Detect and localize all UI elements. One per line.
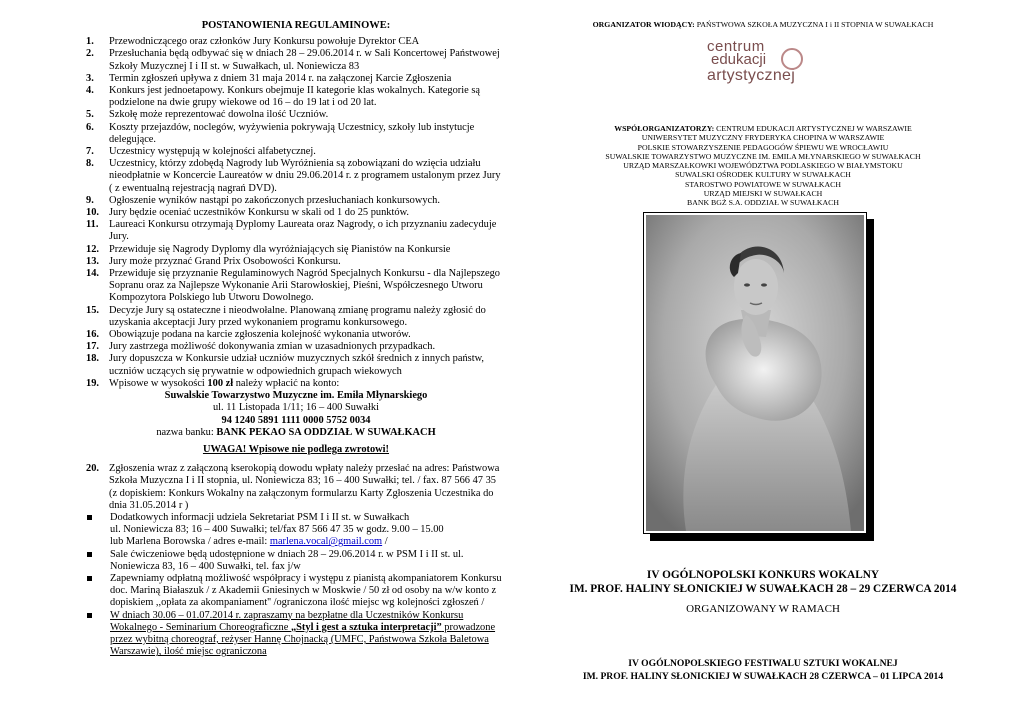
rule-number: 18. — [86, 353, 99, 365]
rule19-text: Wpisowe w wysokości — [109, 377, 208, 389]
rule-text: Przewiduje się przyznanie Regulaminowych Nagród Specjalnych Konkursu - dla Najlepszego Sopranu oraz za Najlepsze Wykonanie Arii Starowłoskiej, Pieśni, Współczesnego Utworu Kompozytora Polskiego lub Utworu Dowolnego. — [109, 268, 500, 304]
rule-item — [86, 73, 506, 85]
rule-number: 20. — [86, 463, 99, 475]
rule-text: Jury zastrzega możliwość dokonywania zmian w uzasadnionych przypadkach. — [109, 341, 436, 353]
fee-warning: UWAGA! Wpisowe nie podlega zwrotowi! — [202, 443, 390, 455]
bank-label: nazwa banku: — [156, 426, 217, 438]
coorganizer-item: URZĄD MARSZAŁKOWKI WOJEWÓDZTWA PODLASKIEGO W BIAŁYMSTOKU — [623, 161, 903, 171]
rule-number: 3. — [86, 72, 94, 84]
info-line-3: lub Marlena Borowska / adres e-mail: — [110, 536, 270, 548]
rule-number: 8. — [86, 158, 94, 170]
rule-item — [86, 244, 506, 256]
rule-number: 2. — [86, 48, 94, 60]
fee-amount: 100 zł — [207, 377, 234, 389]
rule-item — [86, 305, 506, 329]
rule-item — [86, 122, 506, 146]
bullet-icon — [87, 576, 92, 581]
rule-number: 16. — [86, 329, 99, 341]
rules-list — [86, 36, 506, 378]
bullet-rooms — [86, 549, 506, 573]
organizer-name: PAŃSTWOWA SZKOŁA MUZYCZNA I i II STOPNIA W SUWAŁKACH — [696, 20, 934, 29]
coorganizer-item: CENTRUM EDUKACJI ARTYSTYCZNEJ W WARSZAWIE — [716, 124, 912, 133]
rule-number: 11. — [86, 219, 99, 231]
rule-item — [86, 146, 506, 158]
coorganizers-label: WSPÓŁORGANIZATORZY: — [614, 124, 717, 133]
rule-number: 14. — [86, 268, 99, 280]
bullet-icon — [87, 552, 92, 557]
rule-number: 15. — [86, 304, 99, 316]
festival-title-line-2: IM. PROF. HALINY SŁONICKIEJ W SUWAŁKACH 28 CZERWCA – 01 LIPCA 2014 — [582, 670, 944, 682]
rule-text: Laureaci Konkursu otrzymają Dyplomy Laureata oraz Nagrody, o ich przyznaniu zadecyduje Jury. — [109, 219, 497, 243]
coorganizers — [548, 124, 978, 208]
rule-number: 5. — [86, 109, 94, 121]
rule-text: Uczestnicy, którzy zdobędą Nagrody lub Wyróżnienia są zobowiązani do wzięcia udziału nieodpłatnie w Koncercie Laureatów w dniu 29.06.2014 r. z programem ustalonym przez Jury ( z ewentualną rejestracją nagrań DVD). — [109, 158, 501, 194]
bank-account-holder: Suwalskie Towarzystwo Muzyczne im. Emiła Młynarskiego — [164, 390, 428, 402]
bank-name: BANK PEKAO SA ODDZIAŁ W SUWAŁKACH — [216, 426, 436, 438]
seminar-text — [110, 610, 506, 659]
contest-title-line-2: IM. PROF. HALINY SŁONICKIEJ W SUWAŁKACH 28 – 29 CZERWCA 2014 — [569, 583, 957, 595]
rule-text: Jury może przyznać Grand Prix Osobowości Konkursu. — [109, 255, 341, 267]
rule-number: 6. — [86, 121, 94, 133]
regulations-page — [86, 20, 506, 658]
logo-ring-icon — [781, 48, 803, 70]
rule-text: Konkurs jest jednoetapowy. Konkurs obejmuje II kategorie klas wokalnych. Kategorie są podzielone na dwie grupy wiekowe od 16 – do 19 lat i od 20 lat. — [109, 85, 480, 109]
lead-organizer — [548, 20, 978, 30]
info-line-2: ul. Noniewicza 83; 16 – 400 Suwałki; tel/fax 87 566 47 35 w godz. 9.00 – 15.00 — [110, 524, 444, 536]
rule-19 — [86, 378, 506, 390]
rooms-text: Sale ćwiczeniowe będą udostępnione w dniach 28 – 29.06.2014 r. w PSM I i II st. ul. Noniewicza 83, 16 – 400 Suwałki, tel. fax j/w — [110, 548, 464, 572]
bullet-accompanist — [86, 573, 506, 610]
rule-text: Koszty przejazdów, noclegów, wyżywienia pokrywają Uczestnicy, szkoły lub instytucje delegujące. — [109, 121, 475, 145]
rule-item — [86, 207, 506, 219]
rule20-text: Zgłoszenia wraz z załączoną kserokopią dowodu wpłaty należy przesłać na adres: Państwowa Szkoła Muzyczna I i II stopnia, ul. Noniewicza 83; 16 – 400 Suwałki; tel. / fax. 87 566 47 35 (z dopiskiem: Konkurs Wokalny na załączonym formularzu Karty Zgłoszenia Uczestnika do dnia 31.05.2014 r ) — [109, 463, 500, 511]
bullet-seminar — [86, 610, 506, 659]
rule-number: 12. — [86, 243, 99, 255]
rule-item — [86, 195, 506, 207]
logo-line-2: edukacji — [711, 51, 767, 68]
festival-title — [548, 658, 978, 683]
info-line-1: Dodatkowych informacji udziela Sekretariat PSM I i II st. w Suwałkach — [110, 511, 410, 523]
bullet-info — [86, 512, 506, 549]
rule-item — [86, 353, 506, 377]
coorganizer-item: SUWALSKI OŚRODEK KULTURY W SUWAŁKACH — [675, 170, 851, 180]
rule-text: Ogłoszenie wyników nastąpi po zakończonych przesłuchaniach konkursowych. — [109, 194, 440, 206]
rule-text: Uczestnicy występują w kolejności alfabetycznej. — [109, 146, 316, 158]
rule-text: Obowiązuje podana na karcie zgłoszenia kolejność wykonania utworów. — [109, 329, 411, 341]
rule-text: Przesłuchania będą odbywać się w dniach 28 – 29.06.2014 r. w Sali Koncertowej Państwowej Szkoły Muzycznej I i II st. w Suwałkach, ul. Noniewicza 83 — [109, 48, 500, 72]
organized-within: ORGANIZOWANY W RAMACH — [686, 603, 840, 615]
rule-item — [86, 48, 506, 72]
rule-number: 13. — [86, 255, 99, 267]
rule-text: Jury dopuszcza w Konkursie udział uczniów muzycznych szkół średnich z innych państw, uczniów uczących się prywatnie w odpowiednich grupach wiekowych — [109, 353, 485, 377]
bank-details — [86, 390, 506, 439]
coorganizer-item: SUWALSKIE TOWARZYSTWO MUZYCZNE IM. EMILA MŁYNARSKIEGO W SUWAŁKACH — [605, 151, 921, 161]
portrait-image — [646, 215, 864, 531]
rule-number: 19. — [86, 377, 99, 389]
seminar-title: „Styl i gest a sztuka interpretacji” — [290, 621, 442, 633]
seminar-text-a: W dniach 30.06 – 01.07.2014 r. zapraszamy na bezpłatne dla Uczestników Konkursu Wokalnego - Seminarium Choreograficzne — [110, 609, 464, 633]
rule-item — [86, 219, 506, 243]
cover-page — [548, 20, 978, 682]
rule-number: 9. — [86, 194, 94, 206]
logo-line-1: centrum — [707, 38, 765, 55]
coorganizer-item: URZĄD MIEJSKI W SUWAŁKACH — [703, 189, 823, 199]
email-link[interactable]: marlena.vocal@gmail.com — [269, 536, 383, 548]
logo-line-3: artystycznej — [707, 67, 796, 84]
rule-number: 1. — [86, 36, 94, 48]
bullet-icon — [87, 515, 92, 520]
rule-item — [86, 85, 506, 109]
rule-number: 17. — [86, 341, 99, 353]
info-line-3-end: / — [382, 536, 388, 548]
coorganizer-item: UNIWERSYTET MUZYCZNY FRYDERYKA CHOPINA W WARSZAWIE — [641, 133, 885, 143]
coorganizer-item: POLSKIE STOWARZYSZENIE PEDAGOGÓW ŚPIEWU WE WROCŁAWIU — [637, 142, 889, 152]
rule-item — [86, 256, 506, 268]
bank-address: ul. 11 Listopada 1/11; 16 – 400 Suwałki — [212, 402, 380, 414]
rule-text: Szkołę może reprezentować dowolna ilość Uczniów. — [109, 109, 329, 121]
coorganizer-item: STAROSTWO POWIATOWE W SUWAŁKACH — [685, 179, 841, 189]
organizer-label: ORGANIZATOR WIODĄCY: — [592, 20, 697, 29]
rule-item — [86, 109, 506, 121]
rule-20 — [86, 463, 506, 512]
rule-number: 4. — [86, 85, 94, 97]
portrait-photo — [643, 212, 867, 534]
rule-text: Jury będzie oceniać uczestników Konkursu w skali od 1 do 25 punktów. — [109, 207, 410, 219]
rule-item — [86, 268, 506, 305]
rule-item — [86, 158, 506, 195]
seminar-text-b: prowadzone przez wybitną choreograf, reżyser Hannę Chojnacką (UMFC, Państwowa Szkoła Baletowa Warszawie), ilość miejsc ograniczona — [110, 621, 496, 658]
cea-logo — [707, 38, 819, 90]
rule-text: Termin zgłoszeń upływa z dniem 31 maja 2014 r. na załączonej Karcie Zgłoszenia — [109, 72, 452, 84]
contest-title — [548, 568, 978, 596]
rule-item — [86, 329, 506, 341]
rule-number: 7. — [86, 146, 94, 158]
rule-item — [86, 341, 506, 353]
festival-title-line-1: IV OGÓLNOPOLSKIEGO FESTIWALU SZTUKI WOKALNEJ — [628, 658, 898, 669]
rule-text: Decyzje Jury są ostateczne i nieodwołalne. Planowaną zmianę programu należy zgłosić do uzyskania akceptacji Jury przed wykonaniem programu konkursowego. — [109, 304, 486, 328]
rule-text: Przewodniczącego oraz członków Jury Konkursu powołuje Dyrektor CEA — [109, 36, 420, 48]
accompanist-text: Zapewniamy odpłatną możliwość współpracy i występu z pianistą akompaniatorem Konkursu doc. Mariną Białaszuk / z Akademii Gniesinych w Moskwie / 50 zł od osoby na w/w konto z dopiskiem ,,opłata za akompaniament'' /ograniczona ilość miejsc wg kolejności zgłoszeń / — [110, 572, 502, 609]
contest-title-line-1: IV OGÓLNOPOLSKI KONKURS WOKALNY — [646, 569, 880, 581]
rule19-text-end: należy wpłacić na konto: — [233, 377, 340, 389]
regulations-heading: POSTANOWIENIA REGULAMINOWE: — [201, 20, 391, 31]
bullet-icon — [87, 613, 92, 618]
rule-number: 10. — [86, 207, 99, 219]
rule-text: Przewiduje się Nagrody Dyplomy dla wyróżniających się Pianistów na Konkursie — [109, 243, 451, 255]
bank-account-number: 94 1240 5891 1111 0000 5752 0034 — [221, 414, 371, 426]
rule-item — [86, 36, 506, 48]
coorganizer-item: BANK BGŻ S.A. ODDZIAŁ W SUWAŁKACH — [687, 198, 839, 208]
